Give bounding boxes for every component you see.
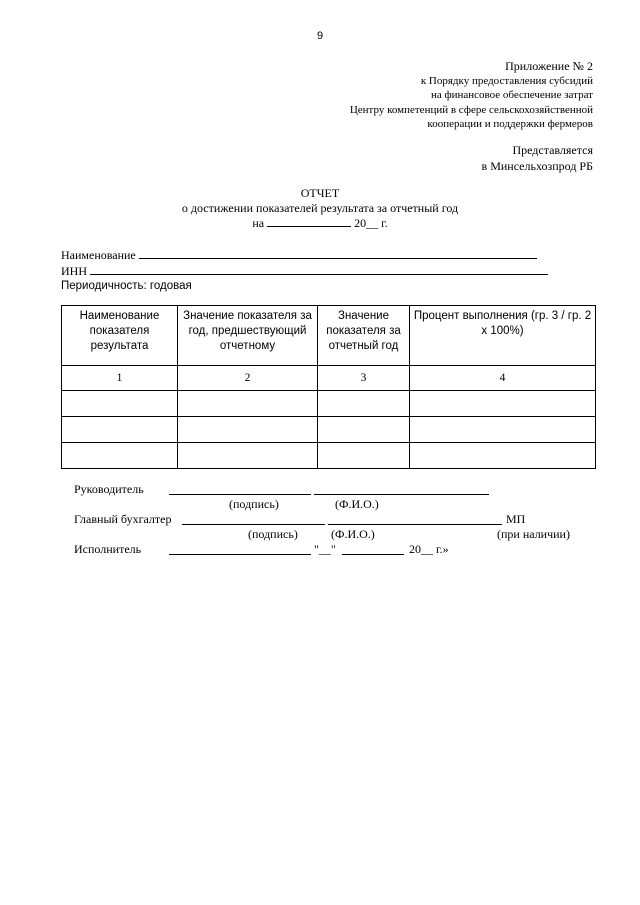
name-field[interactable] — [139, 248, 537, 259]
executor-date-month-line[interactable] — [342, 554, 404, 555]
table-header-cell: Значение показателя за год, предшествующий отчетному — [178, 306, 318, 366]
table-cell[interactable] — [62, 417, 178, 443]
appendix-line: к Порядку предоставления субсидий — [420, 75, 593, 87]
column-number: 4 — [410, 366, 596, 391]
table-number-row — [62, 366, 596, 391]
column-number: 3 — [318, 366, 410, 391]
name-label: Наименование — [61, 248, 136, 262]
table-cell[interactable] — [410, 417, 596, 443]
executor-date-day[interactable]: "__" — [314, 542, 336, 556]
page-number: 9 — [316, 30, 324, 42]
table-cell[interactable] — [62, 443, 178, 469]
report-date-prefix: на — [252, 216, 265, 230]
inn-field[interactable] — [90, 264, 548, 275]
head-fio-line[interactable] — [314, 494, 489, 495]
table-row — [62, 417, 596, 443]
executor-label: Исполнитель — [74, 542, 142, 556]
table-row — [62, 391, 596, 417]
results-table — [61, 305, 596, 469]
accountant-label: Главный бухгалтер — [74, 512, 172, 526]
table-header-row — [62, 306, 596, 366]
table-row — [62, 443, 596, 469]
table-cell[interactable] — [410, 443, 596, 469]
head-label: Руководитель — [74, 482, 144, 496]
report-date-blank[interactable] — [267, 216, 351, 227]
table-cell[interactable] — [318, 443, 410, 469]
accountant-fio-hint: (Ф.И.О.) — [331, 527, 375, 541]
inn-row — [61, 264, 548, 280]
accountant-fio-line[interactable] — [328, 524, 502, 525]
appendix-title: Приложение № 2 — [505, 59, 593, 73]
column-number: 2 — [178, 366, 318, 391]
table-cell[interactable] — [178, 417, 318, 443]
table-header-cell: Значение показателя за отчетный год — [318, 306, 410, 366]
presented-recipient: в Минсельхозпрод РБ — [481, 158, 593, 173]
table-cell[interactable] — [178, 443, 318, 469]
stamp-hint: (при наличии) — [497, 527, 570, 541]
head-signature-line[interactable] — [169, 494, 311, 495]
table-cell[interactable] — [178, 391, 318, 417]
table-cell[interactable] — [410, 391, 596, 417]
appendix-line: кооперации и поддержки фермеров — [427, 117, 593, 130]
report-title: ОТЧЕТ — [300, 186, 340, 200]
presented-line: Представляется — [512, 143, 593, 157]
executor-signature-line[interactable] — [169, 554, 311, 555]
report-date-year: 20__ г. — [354, 216, 388, 230]
executor-date-year: 20__ г.» — [409, 542, 449, 556]
report-date-line — [0, 216, 640, 231]
table-cell[interactable] — [318, 391, 410, 417]
inn-label: ИНН — [61, 263, 87, 278]
table-header-cell: Наименование показателя результата — [62, 306, 178, 366]
head-signature-hint: (подпись) — [229, 497, 279, 511]
stamp-label: МП — [506, 512, 526, 526]
presented-to-block — [482, 143, 593, 174]
report-heading — [0, 186, 640, 231]
accountant-signature-line[interactable] — [182, 524, 325, 525]
table-cell[interactable] — [318, 417, 410, 443]
table-header-cell: Процент выполнения (гр. 3 / гр. 2 x 100%) — [410, 306, 596, 366]
head-fio-hint: (Ф.И.О.) — [335, 497, 379, 511]
organization-fields — [61, 248, 548, 295]
accountant-signature-hint: (подпись) — [248, 527, 298, 541]
periodicity-text: Периодичность: годовая — [61, 280, 192, 292]
appendix-line: Центру компетенций в сфере сельскохозяйственной — [349, 103, 593, 116]
table-cell[interactable] — [62, 391, 178, 417]
appendix-line: на финансовое обеспечение затрат — [430, 89, 593, 102]
report-subtitle: о достижении показателей результата за отчетный год — [181, 201, 459, 215]
column-number: 1 — [62, 366, 178, 391]
name-row — [61, 248, 548, 264]
appendix-block — [350, 59, 593, 131]
